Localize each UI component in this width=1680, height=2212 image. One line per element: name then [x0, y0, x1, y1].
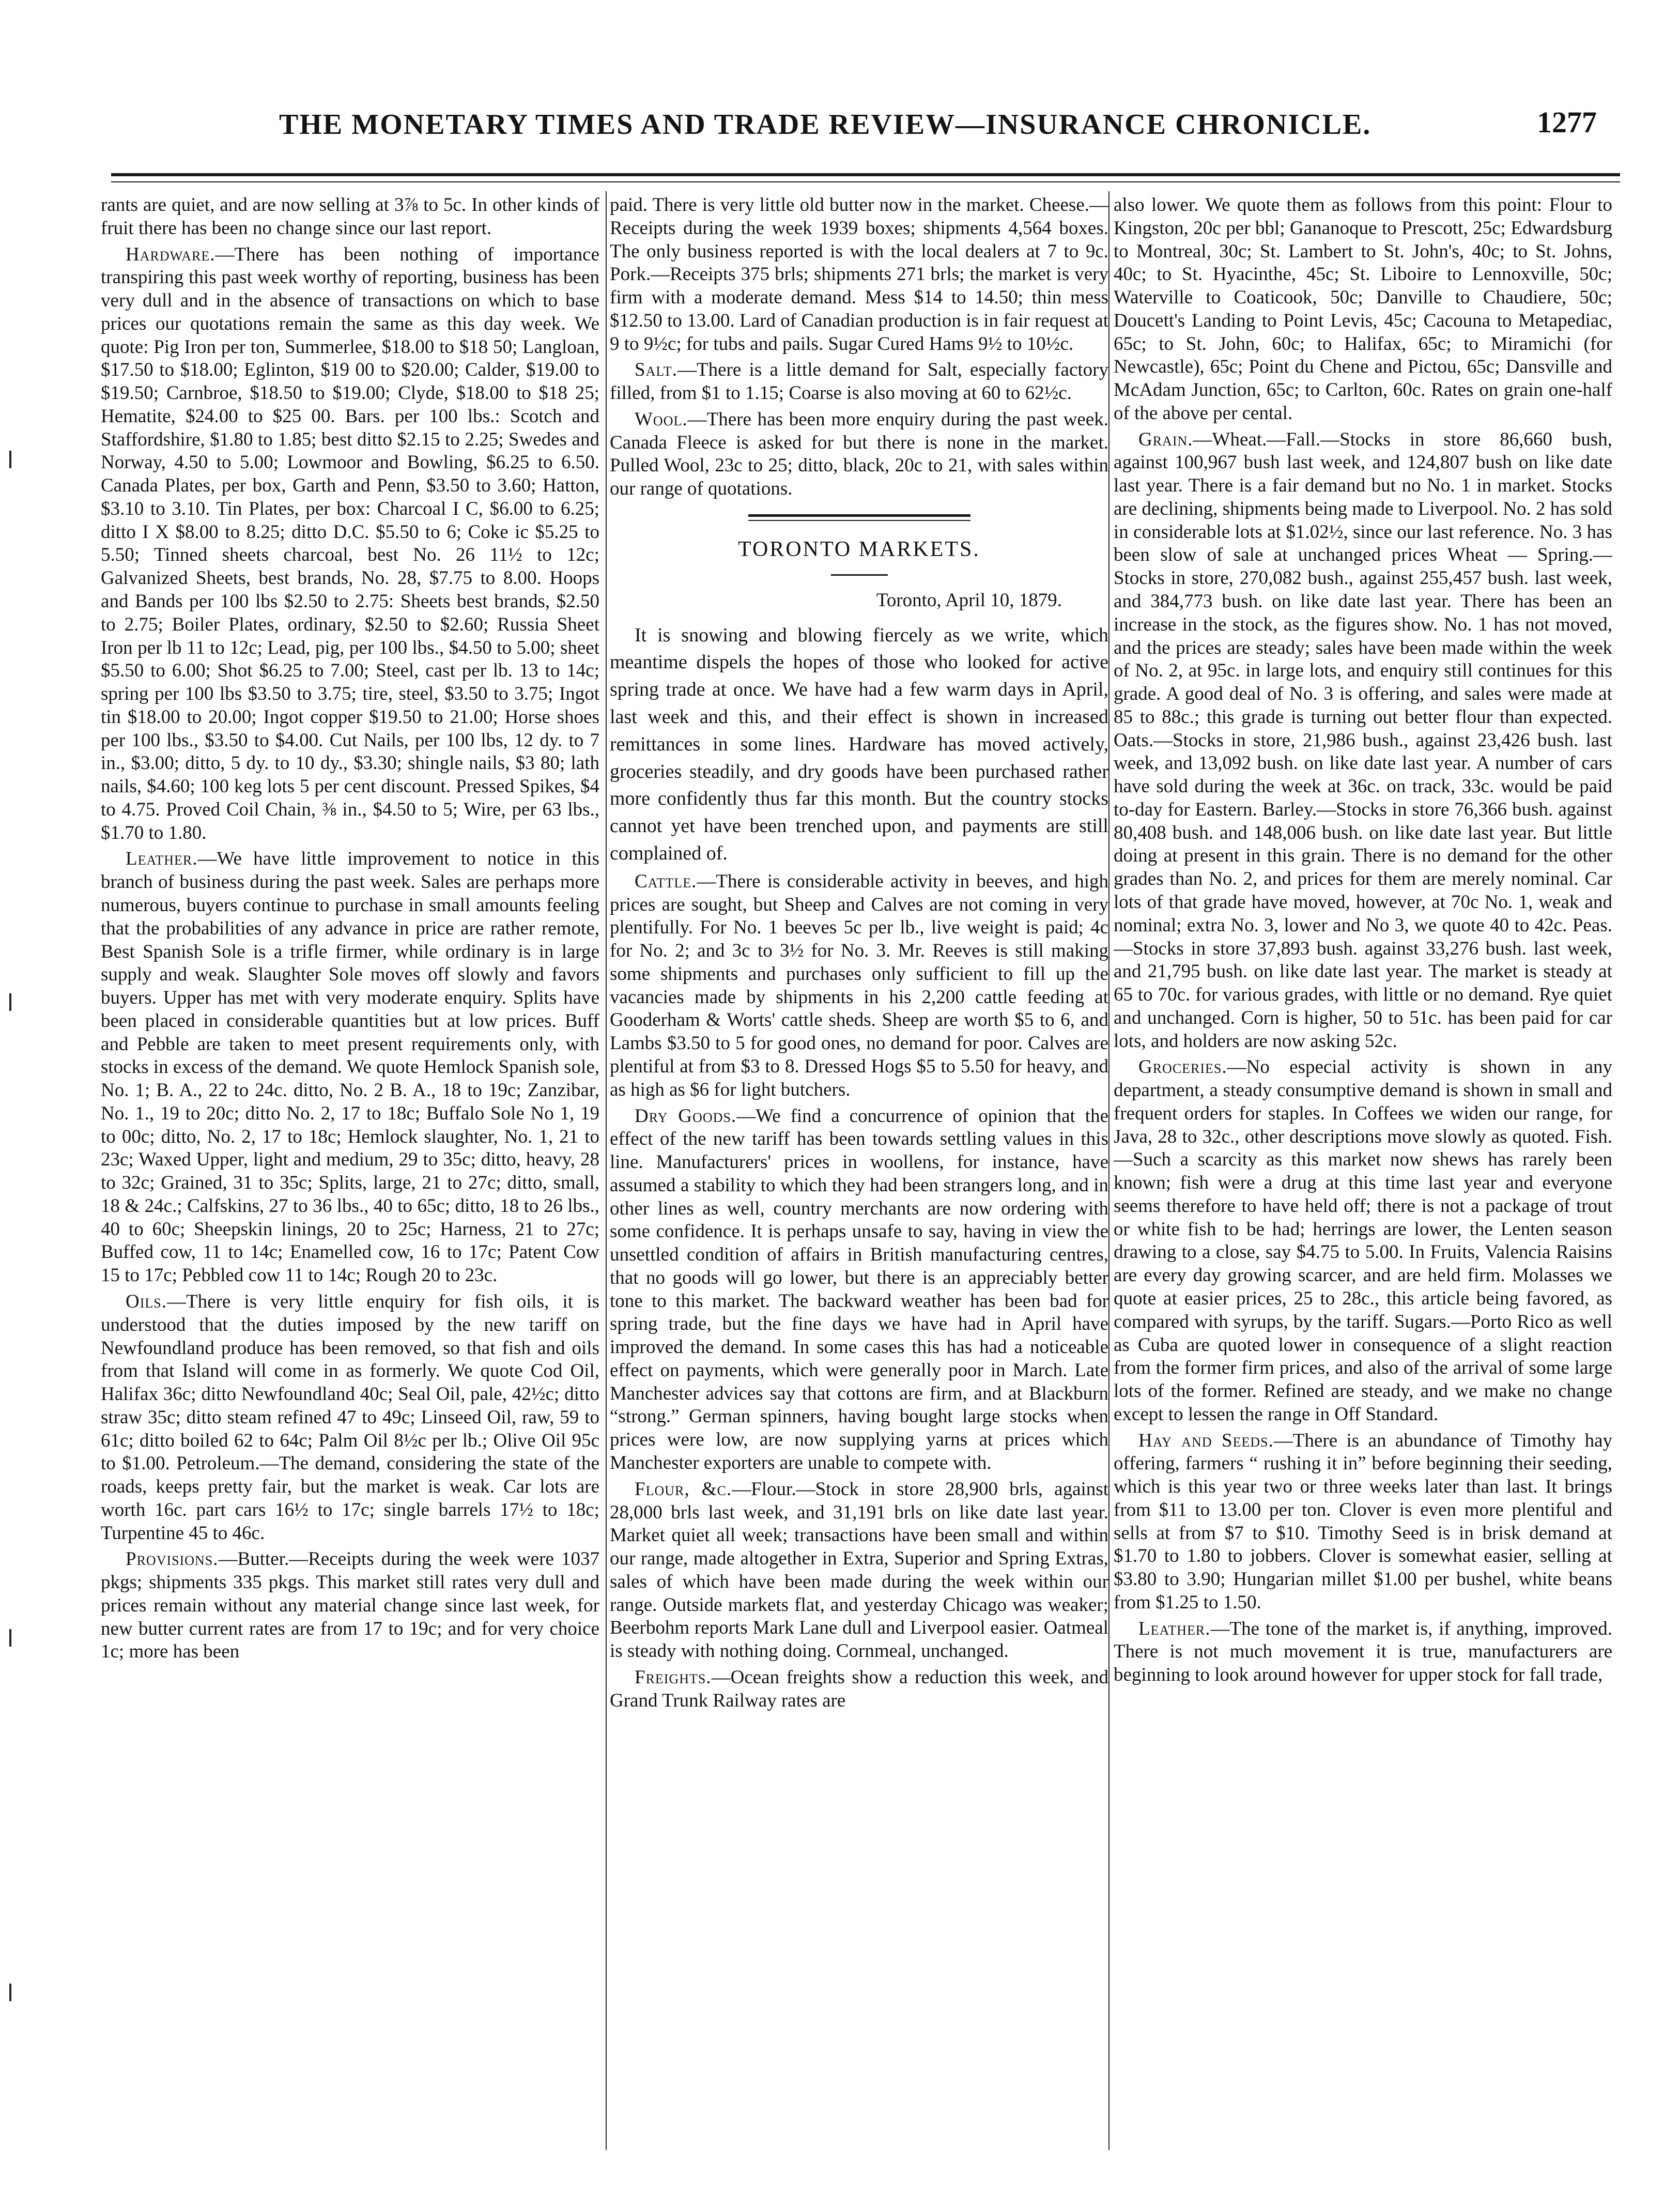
oils-heading: Oils.: [126, 1291, 167, 1312]
dry-goods-heading: Dry Goods.: [635, 1105, 737, 1127]
freights-text: —Ocean freights show a reduction this week, and Grand Trunk Railway rates are: [610, 1666, 1108, 1711]
column-divider-1: [606, 191, 607, 2150]
hay-seeds-heading: Hay and Seeds.: [1138, 1430, 1274, 1451]
groceries-paragraph: [1114, 1056, 1612, 1426]
cattle-text: —There is considerable activity in beeves, and high prices are sought, but Sheep and Calves are not coming in very plentifully. For No. 1 beeves 5c per lb., live weight is paid; 4c for No. 2; and 3c to 3½ for No. 3. Mr. Reeves is still making some shipments and purchases only sufficient to fill up the vacancies made by shipments in his 2,200 cattle feeding at Gooderham & Worts' cattle sheds. Sheep are worth $5 to 6, and Lambs $3.50 to 5 for good ones, no demand for poor. Calves are plentiful at from $3 to 8. Dressed Hogs $5 to 5.50 for heavy, and as high as $6 for light butchers.: [610, 870, 1108, 1100]
freights-paragraph: [610, 1666, 1108, 1713]
hay-seeds-paragraph: [1114, 1430, 1612, 1615]
section-short-rule: [831, 574, 888, 576]
margin-mark: [9, 993, 11, 1011]
cattle-heading: Cattle.: [635, 870, 697, 892]
wool-heading: Wool.: [635, 408, 688, 430]
hardware-heading: Hardware.: [126, 243, 215, 265]
groceries-text: —No especial activity is shown in any department, a steady consumptive demand is shown in small and frequent orders for staples. In Coffees we widen our range, for Java, 28 to 32c., other descriptions move slowly as quoted. Fish.—Such a scarcity as this market now shews has rarely been known; fish were a drug at this time last year and everyone seems therefore to have held off; there is not a package of trout or white fish to be had; herrings are lower, the Lenten season drawing to a close, say $4.75 to 5.00. In Fruits, Valencia Raisins are every day growing scarcer, and are held firm. Molasses we quote at easier prices, 25 to 28c., this article being favored, as compared with syrups, by the tariff. Sugars.—Porto Rico as well as Cuba are quoted lower in consequence of a slight reaction from the former firm prices, and also of the arrival of some large lots of the former. Refined are steady, and we make no change except to lessen the range in Off Standard.: [1114, 1056, 1612, 1425]
freights-heading: Freights.: [635, 1666, 712, 1688]
cattle-paragraph: [610, 870, 1108, 1102]
header-rule-thick: [111, 173, 1620, 176]
section-title: TORONTO MARKETS.: [738, 537, 980, 561]
grain-text: —Wheat.—Fall.—Stocks in store 86,660 bush, against 100,967 bush last week, and 124,807 bush on like date last year. There is a fair demand but no No. 1 in market. Stocks are declining, shipments being made to Liverpool. No. 2 has sold in considerable lots at $1.02½, since our last reference. No. 3 has been slow of sale at unchanged prices Wheat — Spring.— Stocks in store, 270,082 bush., against 255,457 bush. last week, and 384,773 bush. on like date last year. There has been an increase in the stock, as the figures show. No. 1 has not moved, and the prices are steady; sales have been made within the week of No. 2, at 95c. in large lots, and enquiry still continues for this grade. A good deal of No. 3 is offering, and sales were made at 85 to 88c.; this grade is turning out better flour than expected. Oats.—Stocks in store, 21,986 bush., against 23,426 bush. last week, and 13,092 bush. on like date last year. A number of cars have sold during the week at 36c. on track, 33c. would be paid to-day for Eastern. Barley.—Stocks in store 76,366 bush. against 80,408 bush. and 148,006 bush. on like date last year. But little doing at present in this grain. There is no demand for the other grades than No. 2, and prices for them are merely nominal. Car lots of that grade have moved, however, at 70c No. 1, weak and nominal; extra No. 3, lower and No 3, we quote 40 to 42c. Peas.—Stocks in store 37,893 bush. against 33,276 bush. last week, and 21,795 bush. on like date last year. The market is steady at 65 to 70c. for various grades, with little or no demand. Rye quiet and unchanged. Corn is higher, 50 to 51c. has been paid for car lots, and holders are now asking 52c.: [1114, 428, 1612, 1052]
wool-paragraph: [610, 408, 1108, 501]
column-1: [101, 194, 599, 2147]
provisions-heading: Provisions.: [126, 1548, 219, 1570]
flour-paragraph: [610, 1478, 1108, 1663]
col2-continuation: paid. There is very little old butter now in the market. Cheese.—Receipts during the week 1939 boxes; shipments 4,564 boxes. The only business reported is with the local dealers at 7 to 9c. Pork.—Receipts 375 brls; shipments 271 brls; the market is very firm with a moderate demand. Mess $14 to 14.50; thin mess $12.50 to 13.00. Lard of Canadian production is in fair request at 9 to 9½c; for tubs and pails. Sugar Cured Hams 9½ to 10½c.: [610, 194, 1108, 355]
margin-mark: [9, 1629, 11, 1647]
section-rule-thin: [748, 520, 970, 521]
hay-seeds-text: —There is an abundance of Timothy hay offering, farmers “ rushing it in” before beginning their seeding, which is this year two or three weeks later than last. It brings from $11 to 13.00 per ton. Clover is even more plentiful and sells at from $7 to $10. Timothy Seed is in brisk demand at $1.70 to 1.80 to jobbers. Clover is somewhat easier, selling at $3.80 to 3.90; Hungarian millet $1.00 per bushel, white beans from $1.25 to 1.50.: [1114, 1430, 1612, 1613]
col1-continuation: rants are quiet, and are now selling at 3⅞ to 5c. In other kinds of fruit there has been no change since our last report.: [101, 194, 599, 239]
oils-text: —There is very little enquiry for fish oils, it is understood that the duties imposed by the new tariff on Newfoundland produce has been removed, so that fish and oils from that Island will come in as formerly. We quote Cod Oil, Halifax 36c; ditto Newfoundland 40c; Seal Oil, pale, 42½c; ditto straw 35c; ditto steam refined 47 to 49c; Linseed Oil, raw, 59 to 61c; ditto boiled 62 to 64c; Palm Oil 8½c per lb.; Olive Oil 95c to $1.00. Petroleum.—The demand, considering the state of the roads, keeps pretty fair, but the market is weak. Car lots are worth 16c. part cars 16½ to 17c; single barrels 17½ to 18c; Turpentine 45 to 46c.: [101, 1291, 599, 1544]
wool-text: —There has been more enquiry during the past week. Canada Fleece is asked for but there is none in the market. Pulled Wool, 23c to 25; ditto, black, 20c to 21, with sales within our range of quotations.: [610, 408, 1108, 500]
column-divider-2: [1108, 191, 1109, 2150]
page-number: 1277: [1537, 105, 1597, 139]
lead-paragraph: It is snowing and blowing fiercely as we write, which meantime dispels the hopes of those who looked for active spring trade at once. We have had a few warm days in April, last week and this, and their effect is shown in increased remittances in some lines. Hardware has moved actively, groceries steadily, and dry goods have been purchased rather more confidently thus far this month. But the country stocks cannot yet have been trenched upon, and payments are still complained of.: [610, 624, 1108, 865]
grain-paragraph: [1114, 428, 1612, 1053]
col3-continuation: also lower. We quote them as follows from this point: Flour to Kingston, 20c per bbl; Gananoque to Prescott, 25c; Edwardsburg to Montreal, 30c; St. Lambert to St. John's, 40c; to St. Johns, 40c; to St. Hyacinthe, 45c; St. Liboire to Lennoxville, 50c; Waterville to Coaticook, 50c; Danville to Chaudiere, 50c; Doucett's Landing to Point Levis, 45c; Cacouna to Metapediac, 65c; to St. John, 60c; to Halifax, 65c; to Miramichi (for Newcastle), 65c; Point du Chene and Pictou, 65c; Dansville and McAdam Junction, 65c; to Carlton, 60c. Rates on grain one-half of the above per cental.: [1114, 194, 1612, 424]
leather-paragraph-2: [1114, 1618, 1612, 1687]
header-rule-thin: [111, 181, 1620, 182]
flour-heading: Flour, &c.: [635, 1478, 732, 1500]
provisions-text: —Butter.—Receipts during the week were 1037 pkgs; shipments 335 pkgs. This market still rates very dull and prices remain without any material change since last week, for new butter current rates are from 17 to 19c; and for very choice 1c; more has been: [101, 1548, 599, 1663]
running-title: THE MONETARY TIMES AND TRADE REVIEW—INSURANCE CHRONICLE.: [279, 109, 1371, 141]
column-2: [610, 194, 1108, 2147]
salt-text: —There is a little demand for Salt, especially factory filled, from $1 to 1.15; Coarse is also moving at 60 to 62½c.: [610, 359, 1108, 404]
page-header: [78, 101, 1607, 158]
provisions-paragraph: [101, 1548, 599, 1664]
grain-heading: Grain.: [1138, 428, 1193, 450]
leather-heading: Leather.: [126, 848, 198, 870]
section-rule-thick: [748, 514, 970, 517]
dry-goods-paragraph: [610, 1105, 1108, 1475]
margin-mark: [9, 451, 11, 468]
oils-paragraph: [101, 1291, 599, 1545]
column-3: [1114, 194, 1612, 2147]
salt-heading: Salt.: [635, 359, 677, 381]
groceries-heading: Groceries.: [1138, 1056, 1227, 1078]
flour-text: —Flour.—Stock in store 28,900 brls, against 28,000 brls last week, and 31,191 brls on like date last year. Market quiet all week; transactions have been small and within our range, made altogether in Extra, Superior and Spring Extras, sales of which have been made during the week within our range. Outside markets flat, and yesterday Chicago was weaker; Beerbohm reports Mark Lane dull and Liverpool easier. Oatmeal is steady with nothing doing. Cornmeal, unchanged.: [610, 1478, 1108, 1662]
leather-text-2: —The tone of the market is, if anything, improved. There is not much movement it is true, manufacturers are beginning to look around however for upper stock for fall trade,: [1114, 1618, 1612, 1686]
leather-heading-2: Leather.: [1138, 1618, 1211, 1639]
hardware-text: —There has been nothing of importance transpiring this past week worthy of reporting, business has been very dull and in the absence of transactions on which to base prices our quotations remain the same as this day week. We quote: Pig Iron per ton, Summerlee, $18.00 to $18 50; Langloan, $17.50 to $18.00; Eglinton, $19 00 to $20.00; Calder, $19.00 to $19.50; Carnbroe, $18.50 to $19.00; Clyde, $18.00 to $18 25; Hematite, $24.00 to $25 00. Bars. per 100 lbs.: Scotch and Staffordshire, $1.80 to 1.85; best ditto $2.15 to 2.25; Swedes and Norway, 4.50 to 5.00; Lowmoor and Bowling, $6.25 to 6.50. Canada Plates, per box, Garth and Penn, $3.50 to 3.60; Hatton, $3.10 to 3.10. Tin Plates, per box: Charcoal I C, $6.00 to 6.25; ditto I X $8.00 to 8.25; ditto D.C. $5.50 to 6; Coke ic $5.25 to 5.50; Tinned sheets charcoal, best No. 26 11½ to 12c; Galvanized Sheets, best brands, No. 28, $7.75 to 8.00. Hoops and Bands per 100 lbs $2.50 to 2.75: Sheets best brands, $2.50 to 2.75; Boiler Plates, ordinary, $2.50 to $2.60; Russia Sheet Iron per lb 11 to 12c; Lead, pig, per 100 lbs., $4.50 to 5.00; sheet $5.50 to 6.00; Shot $6.25 to 7.00; Steel, cast per lb. 13 to 14c; spring per 100 lbs $3.50 to 3.75; tire, steel, $3.50 to 3.75; Ingot tin $18.00 to 20.00; Ingot copper $19.50 to 21.00; Horse shoes per 100 lbs., $3.50 to $4.00. Cut Nails, per 100 lbs, 12 dy. to 7 in., $3.00; ditto, 5 dy. to 10 dy., $3.30; shingle nails, $3 80; lath nails, $4.60; 100 keg lots 5 per cent discount. Pressed Spikes, $4 to 4.75. Proved Coil Chain, ⅜ in., $4.50 to 5; Wire, per 63 lbs., $1.70 to 1.80.: [101, 243, 599, 843]
margin-mark: [9, 1984, 11, 2001]
hardware-paragraph: [101, 243, 599, 845]
leather-text: —We have little improvement to notice in this branch of business during the past week. Sales are perhaps more numerous, buyers continue to purchase in small amounts feeling that the probabilities of any advance in price are rather remote, Best Spanish Sole is a trifle firmer, while ordinary is in large supply and weak. Slaughter Sole moves off slowly and favors buyers. Upper has met with very moderate enquiry. Splits have been placed in considerable quantities but at low prices. Buff and Pebble are taken to meet present requirements only, with stocks in excess of the demand. We quote Hemlock Spanish sole, No. 1; B. A., 22 to 24c. ditto, No. 2 B. A., 18 to 19c; Zanzibar, No. 1., 19 to 20c; ditto No. 2, 17 to 18c; Buffalo Sole No 1, 19 to 00c; ditto, No. 2, 17 to 18c; Hemlock slaughter, No. 1, 21 to 23c; Waxed Upper, light and medium, 29 to 35c; ditto, heavy, 28 to 32c; Grained, 31 to 35c; Splits, large, 21 to 27c; ditto, small, 18 & 24c.; Calfskins, 27 to 36 lbs., 40 to 65c; ditto, 18 to 26 lbs., 40 to 60c; Sheepskin linings, 20 to 25c; Harness, 21 to 27c; Buffed cow, 11 to 14c; Enamelled cow, 16 to 17c; Patent Cow 15 to 17c; Pebbled cow 11 to 14c; Rough 20 to 23c.: [101, 848, 599, 1286]
dry-goods-text: —We find a concurrence of opinion that the effect of the new tariff has been towards settling values in this line. Manufacturers' prices in woollens, for instance, have assumed a stability to which they had been strangers long, and in other lines as well, country merchants are now ordering with some confidence. It is perhaps unsafe to say, having in view the unsettled condition of affairs in British manufacturing centres, that no goods will go lower, but there is an appreciably better tone to this market. The backward weather has been bad for spring trade, but the fine days we have had in April have improved the demand. In some cases this has had a noticeable effect on payments, which were generally poor in March. Late Manchester advices say that cottons are firm, and at Blackburn “strong.” German spinners, having bought large stocks when prices were low, are now supplying yarns at prices which Manchester exporters are unable to compete with.: [610, 1105, 1108, 1473]
leather-paragraph: [101, 848, 599, 1287]
dateline: Toronto, April 10, 1879.: [876, 589, 1062, 611]
salt-paragraph: [610, 359, 1108, 405]
